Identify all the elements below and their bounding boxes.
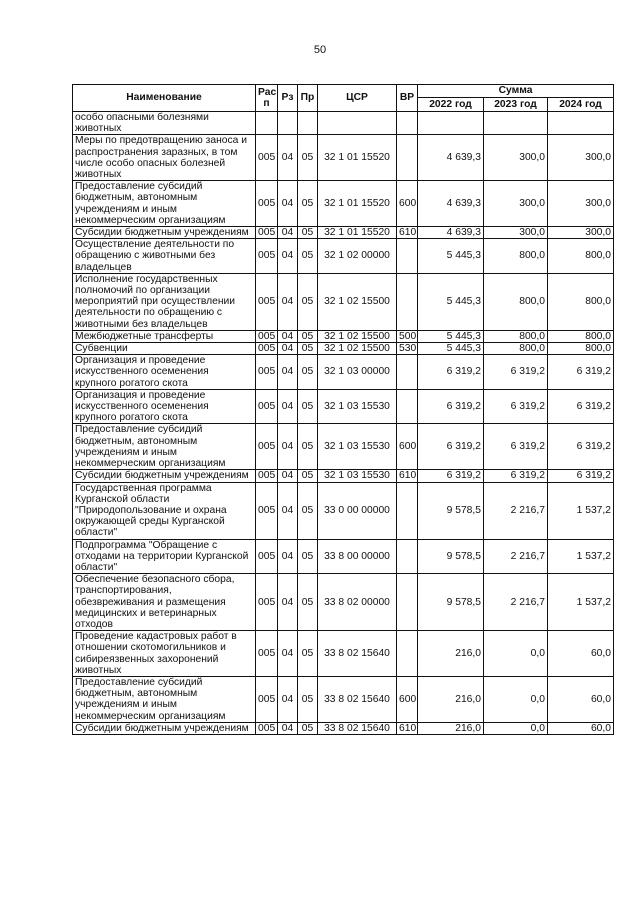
row-rz: 04: [278, 574, 298, 631]
row-sum-2024: 800,0: [548, 239, 614, 274]
row-ras: 005: [256, 227, 278, 239]
row-rz: 04: [278, 343, 298, 355]
row-ras: 005: [256, 470, 278, 482]
table-row: [73, 181, 614, 227]
row-pr: 05: [298, 539, 318, 574]
row-sum-2024: 1 537,2: [548, 574, 614, 631]
row-sum-2022: 5 445,3: [418, 343, 484, 355]
row-sum-2023: 800,0: [484, 239, 548, 274]
row-sum-2022: 4 639,3: [418, 181, 484, 227]
table-row: [73, 470, 614, 482]
row-pr: 05: [298, 330, 318, 342]
header-year-2023: 2023 год: [484, 98, 548, 112]
row-rz: [278, 112, 298, 135]
row-csr: 33 8 02 00000: [318, 574, 397, 631]
row-pr: 05: [298, 227, 318, 239]
row-name: Субсидии бюджетным учреждениям: [73, 722, 256, 734]
row-pr: 05: [298, 482, 318, 539]
row-rz: 04: [278, 482, 298, 539]
row-name: Субсидии бюджетным учреждениям: [73, 470, 256, 482]
header-sum: Сумма: [418, 85, 614, 98]
row-rz: 04: [278, 355, 298, 390]
row-csr: 32 1 02 15500: [318, 343, 397, 355]
header-name: Наименование: [73, 85, 256, 112]
row-name: Предоставление субсидий бюджетным, автономным учреждениям и иным некоммерческим организациям: [73, 424, 256, 470]
row-sum-2024: 6 319,2: [548, 355, 614, 390]
row-sum-2024: 60,0: [548, 631, 614, 677]
row-csr: 32 1 03 15530: [318, 424, 397, 470]
row-name: Субвенции: [73, 343, 256, 355]
table-row: [73, 355, 614, 390]
table-row: [73, 135, 614, 181]
row-pr: [298, 112, 318, 135]
row-vr: [397, 482, 418, 539]
row-vr: [397, 574, 418, 631]
row-sum-2024: 60,0: [548, 722, 614, 734]
table-row: [73, 273, 614, 330]
table-row: [73, 539, 614, 574]
row-sum-2023: [484, 112, 548, 135]
table-row: [73, 631, 614, 677]
row-sum-2024: [548, 112, 614, 135]
row-rz: 04: [278, 470, 298, 482]
row-ras: 005: [256, 631, 278, 677]
row-sum-2024: 6 319,2: [548, 470, 614, 482]
row-rz: 04: [278, 330, 298, 342]
row-sum-2024: 800,0: [548, 343, 614, 355]
row-vr: [397, 239, 418, 274]
row-rz: 04: [278, 722, 298, 734]
row-csr: 32 1 02 00000: [318, 239, 397, 274]
row-vr: 600: [397, 676, 418, 722]
row-rz: 04: [278, 273, 298, 330]
row-sum-2023: 2 216,7: [484, 482, 548, 539]
row-name: Проведение кадастровых работ в отношении скотомогильников и сибиреязвенных захоронений животных: [73, 631, 256, 677]
row-sum-2022: 216,0: [418, 722, 484, 734]
row-csr: 32 1 01 15520: [318, 227, 397, 239]
row-ras: 005: [256, 482, 278, 539]
row-ras: 005: [256, 330, 278, 342]
row-pr: 05: [298, 135, 318, 181]
row-pr: 05: [298, 355, 318, 390]
row-rz: 04: [278, 539, 298, 574]
budget-table: [72, 84, 614, 735]
row-csr: 32 1 02 15500: [318, 273, 397, 330]
row-sum-2022: 6 319,2: [418, 355, 484, 390]
row-ras: 005: [256, 135, 278, 181]
row-sum-2024: 6 319,2: [548, 424, 614, 470]
row-sum-2023: 0,0: [484, 722, 548, 734]
row-vr: [397, 135, 418, 181]
row-sum-2024: 6 319,2: [548, 389, 614, 424]
row-csr: 32 1 01 15520: [318, 181, 397, 227]
row-rz: 04: [278, 389, 298, 424]
table-row: [73, 239, 614, 274]
table-row: [73, 112, 614, 135]
row-vr: [397, 539, 418, 574]
row-name: Осуществление деятельности по обращению с животными без владельцев: [73, 239, 256, 274]
row-name: особо опасными болезнями животных: [73, 112, 256, 135]
header-csr: ЦСР: [318, 85, 397, 112]
row-sum-2023: 6 319,2: [484, 470, 548, 482]
row-csr: 32 1 03 15530: [318, 389, 397, 424]
row-vr: 610: [397, 470, 418, 482]
row-vr: 600: [397, 181, 418, 227]
table-row: [73, 574, 614, 631]
row-vr: [397, 355, 418, 390]
row-pr: 05: [298, 470, 318, 482]
row-pr: 05: [298, 424, 318, 470]
row-csr: 33 8 02 15640: [318, 676, 397, 722]
table-row: [73, 330, 614, 342]
row-vr: 610: [397, 227, 418, 239]
row-sum-2022: 9 578,5: [418, 539, 484, 574]
row-sum-2023: 300,0: [484, 135, 548, 181]
row-sum-2023: 800,0: [484, 330, 548, 342]
row-sum-2022: 216,0: [418, 631, 484, 677]
row-csr: 33 8 00 00000: [318, 539, 397, 574]
row-ras: 005: [256, 273, 278, 330]
row-sum-2024: 300,0: [548, 181, 614, 227]
row-name: Подпрограмма "Обращение с отходами на территории Курганской области": [73, 539, 256, 574]
row-name: Обеспечение безопасного сбора, транспортирования, обезвреживания и размещения медицинских и ветеринарных отходов: [73, 574, 256, 631]
row-csr: [318, 112, 397, 135]
row-sum-2022: 6 319,2: [418, 470, 484, 482]
row-name: Государственная программа Курганской области "Природопользование и охрана окружающей среды Курганской области": [73, 482, 256, 539]
page-number: 50: [313, 44, 327, 56]
header-year-2024: 2024 год: [548, 98, 614, 112]
header-vr: ВР: [397, 85, 418, 112]
row-pr: 05: [298, 389, 318, 424]
table-header: [73, 85, 614, 112]
row-sum-2022: 5 445,3: [418, 273, 484, 330]
row-sum-2022: 9 578,5: [418, 574, 484, 631]
row-rz: 04: [278, 424, 298, 470]
row-name: Организация и проведение искусственного осеменения крупного рогатого скота: [73, 389, 256, 424]
row-sum-2022: [418, 112, 484, 135]
row-pr: 05: [298, 181, 318, 227]
table-body: [73, 112, 614, 735]
row-ras: 005: [256, 343, 278, 355]
row-sum-2022: 9 578,5: [418, 482, 484, 539]
row-vr: 500: [397, 330, 418, 342]
row-sum-2023: 6 319,2: [484, 424, 548, 470]
row-sum-2023: 6 319,2: [484, 389, 548, 424]
row-ras: 005: [256, 539, 278, 574]
row-pr: 05: [298, 722, 318, 734]
row-pr: 05: [298, 676, 318, 722]
row-sum-2024: 60,0: [548, 676, 614, 722]
row-name: Межбюджетные трансферты: [73, 330, 256, 342]
row-sum-2023: 300,0: [484, 181, 548, 227]
row-name: Исполнение государственных полномочий по организации мероприятий при осуществлении деятельности по обращению с животными без владельцев: [73, 273, 256, 330]
row-sum-2022: 5 445,3: [418, 239, 484, 274]
row-rz: 04: [278, 135, 298, 181]
row-sum-2022: 216,0: [418, 676, 484, 722]
table-row: [73, 676, 614, 722]
row-vr: 610: [397, 722, 418, 734]
row-sum-2023: 300,0: [484, 227, 548, 239]
row-name: Меры по предотвращению заноса и распространения заразных, в том числе особо опасных болезней животных: [73, 135, 256, 181]
row-ras: 005: [256, 239, 278, 274]
row-name: Предоставление субсидий бюджетным, автономным учреждениям и иным некоммерческим организациям: [73, 676, 256, 722]
row-pr: 05: [298, 574, 318, 631]
table-row: [73, 424, 614, 470]
row-sum-2022: 6 319,2: [418, 389, 484, 424]
row-csr: 33 0 00 00000: [318, 482, 397, 539]
row-rz: 04: [278, 676, 298, 722]
row-ras: 005: [256, 355, 278, 390]
row-sum-2024: 800,0: [548, 330, 614, 342]
row-ras: 005: [256, 181, 278, 227]
table-row: [73, 389, 614, 424]
table-row: [73, 227, 614, 239]
row-pr: 05: [298, 343, 318, 355]
row-name: Предоставление субсидий бюджетным, автономным учреждениям и иным некоммерческим организациям: [73, 181, 256, 227]
row-csr: 32 1 02 15500: [318, 330, 397, 342]
row-sum-2022: 4 639,3: [418, 227, 484, 239]
header-rz: Рз: [278, 85, 298, 112]
row-ras: 005: [256, 389, 278, 424]
table-row: [73, 343, 614, 355]
row-sum-2024: 1 537,2: [548, 539, 614, 574]
row-vr: 600: [397, 424, 418, 470]
row-vr: [397, 112, 418, 135]
row-vr: [397, 631, 418, 677]
row-sum-2024: 800,0: [548, 273, 614, 330]
row-rz: 04: [278, 181, 298, 227]
row-sum-2023: 6 319,2: [484, 355, 548, 390]
row-rz: 04: [278, 227, 298, 239]
row-pr: 05: [298, 239, 318, 274]
row-sum-2022: 4 639,3: [418, 135, 484, 181]
row-sum-2023: 2 216,7: [484, 574, 548, 631]
row-ras: 005: [256, 424, 278, 470]
row-sum-2023: 0,0: [484, 631, 548, 677]
row-csr: 32 1 03 00000: [318, 355, 397, 390]
header-year-2022: 2022 год: [418, 98, 484, 112]
row-ras: 005: [256, 676, 278, 722]
row-sum-2023: 800,0: [484, 343, 548, 355]
row-sum-2024: 300,0: [548, 135, 614, 181]
row-sum-2023: 800,0: [484, 273, 548, 330]
row-ras: 005: [256, 574, 278, 631]
row-sum-2023: 2 216,7: [484, 539, 548, 574]
row-csr: 33 8 02 15640: [318, 722, 397, 734]
row-sum-2024: 300,0: [548, 227, 614, 239]
row-sum-2023: 0,0: [484, 676, 548, 722]
table-row: [73, 722, 614, 734]
row-sum-2024: 1 537,2: [548, 482, 614, 539]
row-sum-2022: 6 319,2: [418, 424, 484, 470]
row-rz: 04: [278, 239, 298, 274]
row-ras: 005: [256, 722, 278, 734]
row-vr: 530: [397, 343, 418, 355]
row-csr: 33 8 02 15640: [318, 631, 397, 677]
header-ras: Рас п: [256, 85, 278, 112]
row-pr: 05: [298, 273, 318, 330]
row-name: Субсидии бюджетным учреждениям: [73, 227, 256, 239]
row-vr: [397, 389, 418, 424]
row-pr: 05: [298, 631, 318, 677]
row-ras: [256, 112, 278, 135]
row-sum-2022: 5 445,3: [418, 330, 484, 342]
row-csr: 32 1 01 15520: [318, 135, 397, 181]
header-pr: Пр: [298, 85, 318, 112]
row-rz: 04: [278, 631, 298, 677]
table-row: [73, 482, 614, 539]
row-name: Организация и проведение искусственного осеменения крупного рогатого скота: [73, 355, 256, 390]
row-csr: 32 1 03 15530: [318, 470, 397, 482]
row-vr: [397, 273, 418, 330]
